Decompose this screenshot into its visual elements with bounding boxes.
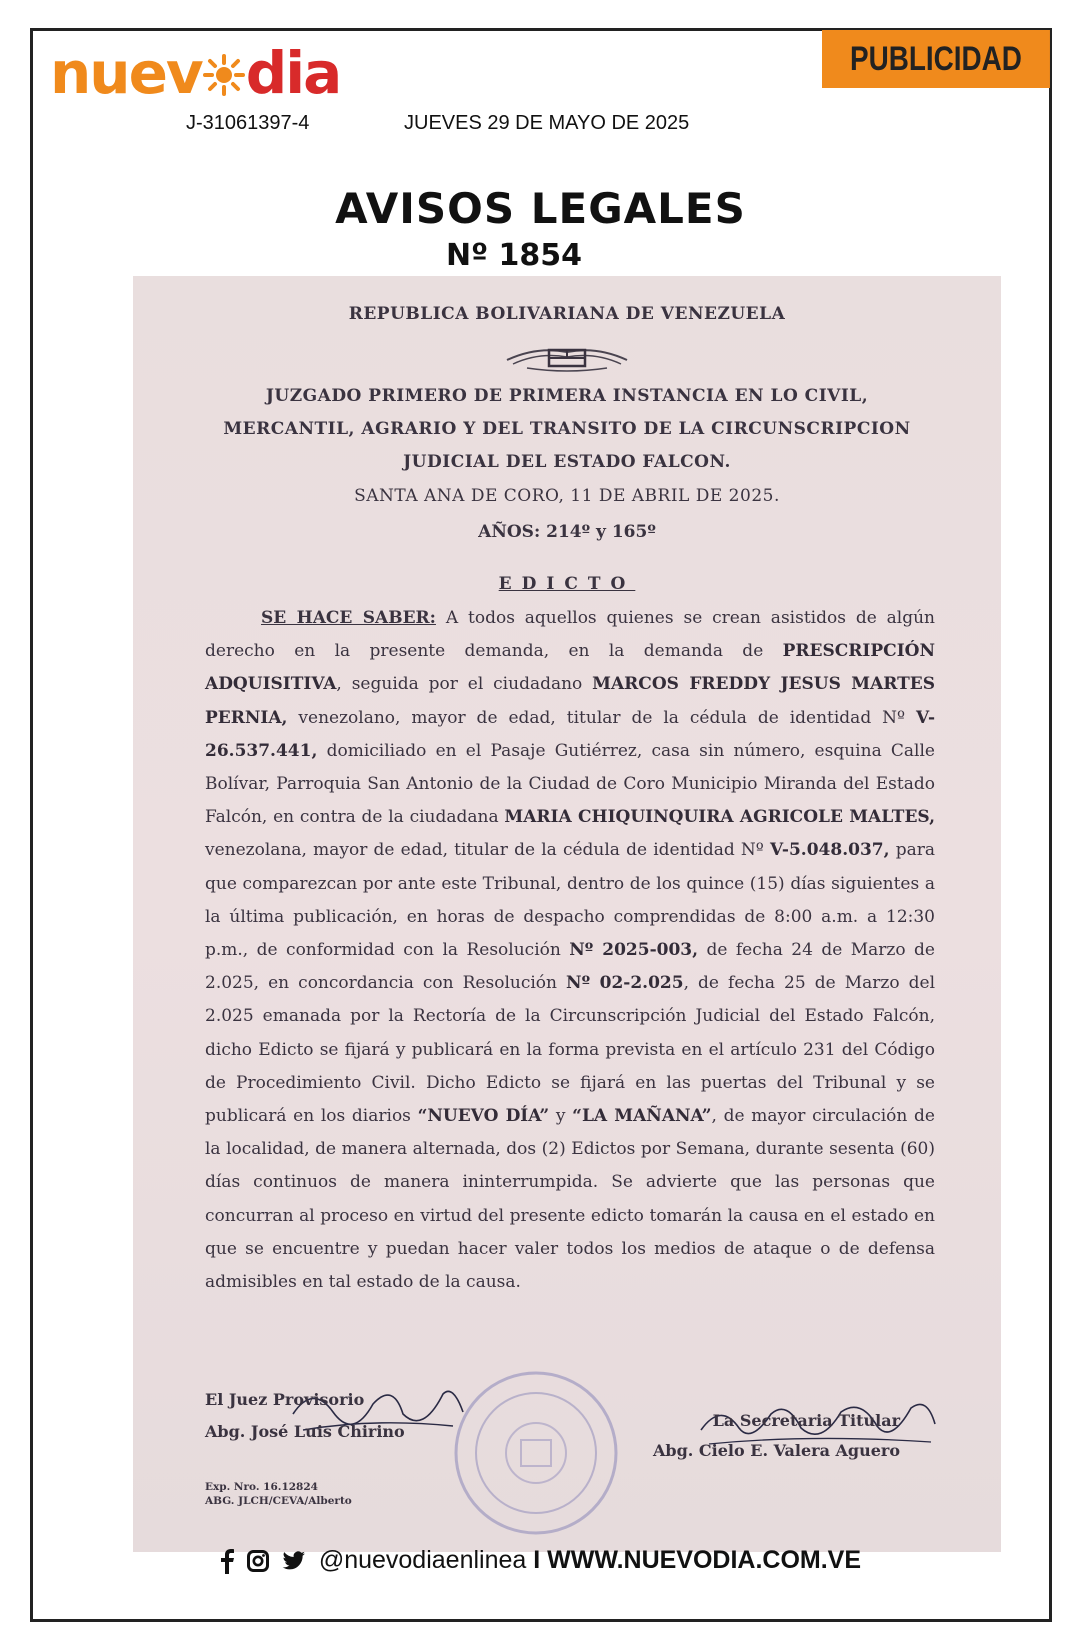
case-initials: ABG. JLCH/CEVA/Alberto (205, 1495, 352, 1507)
defendant-name: MARIA CHIQUINQUIRA AGRICOLE MALTES, (504, 807, 935, 828)
body-text: y (549, 1106, 573, 1127)
body-text: , seguida por el ciudadano (336, 674, 593, 695)
edict-heading: EDICTO (498, 574, 636, 594)
defendant-id: V-5.048.037, (769, 840, 890, 861)
newspaper-2: “LA MAÑANA” (572, 1106, 712, 1127)
plaintiff-id: V- 26.537.441, (205, 707, 935, 761)
court-heading (133, 380, 1001, 479)
sun-icon (202, 53, 246, 97)
coat-of-arms-icon (497, 342, 637, 372)
rif-number: J-31061397-4 (186, 112, 310, 134)
logo-text-part1: nuev (50, 39, 202, 107)
body-text: domiciliado en el Pasaje Gutiérrez, casa sin número, esquina Calle Bolívar, Parroquia San Antonio de la Ciudad de Coro Municipio Miranda del Estado Falcón, en contra de la ciudadana (205, 740, 935, 828)
website-link[interactable]: WWW.NUEVODIA.COM.VE (547, 1546, 862, 1574)
secretary-name: Abg. Cielo E. Valera Aguero (653, 1441, 901, 1460)
publicidad-badge: PUBLICIDAD (822, 30, 1050, 88)
plaintiff-name: MARCOS FREDDY JESUS MARTES PERNIA, (205, 674, 935, 728)
judge-name: Abg. José Luis Chirino (205, 1422, 405, 1441)
court-line-2: MERCANTIL, AGRARIO Y DEL TRANSITO DE LA CIRCUNSCRIPCION (223, 419, 911, 439)
body-text: venezolano, mayor de edad, titular de la cédula de identidad Nº (287, 707, 916, 728)
body-text: de fecha 24 de Marzo de 2.025, en concordancia con Resolución (205, 940, 935, 994)
city-date: SANTA ANA DE CORO, 11 DE ABRIL DE 2025. (354, 486, 780, 506)
newspaper-1: “NUEVO DÍA” (417, 1106, 550, 1127)
edict-body (205, 602, 935, 1299)
body-text: , de fecha 25 de Marzo del 2.025 emanada por la Rectoría de la Circunscripción Judicial del Estado Falcón, dicho Edicto se fijará y publicará en la forma prevista en el artículo 231 del Código de Procedimiento Civil. Dicho Edicto se fijará en las puertas del Tribunal y se publicará en los diarios (205, 973, 936, 1127)
judge-title: El Juez Provisorio (205, 1390, 365, 1409)
resolution-1: Nº 2025-003, (569, 940, 699, 961)
lead-phrase: SE HACE SABER: (261, 608, 436, 628)
edict-document (133, 276, 1001, 1552)
instagram-icon[interactable] (247, 1550, 269, 1572)
notice-number: Nº 1854 (446, 238, 582, 273)
social-handle[interactable]: @nuevodiaenlinea (318, 1546, 527, 1574)
court-line-3: JUDICIAL DEL ESTADO FALCON. (403, 452, 731, 472)
court-line-1: JUZGADO PRIMERO DE PRIMERA INSTANCIA EN LO CIVIL, (265, 386, 869, 406)
secretary-signature-block (653, 1406, 900, 1466)
body-text: A todos aquellos quienes se crean asistidos de algún derecho en la presente demanda, en la demanda de (205, 608, 935, 662)
claim-type: PRESCRIPCIÓN ADQUISITIVA (205, 641, 935, 695)
court-seal-icon (451, 1368, 621, 1538)
resolution-2: Nº 02-2.025 (566, 973, 684, 994)
issue-date: JUEVES 29 DE MAYO DE 2025 (404, 112, 690, 134)
facebook-icon[interactable] (220, 1548, 234, 1574)
logo (50, 39, 341, 107)
republic-heading: REPUBLICA BOLIVARIANA DE VENEZUELA (348, 304, 786, 324)
footer-separator: I (533, 1546, 541, 1574)
body-text: , de mayor circulación de la localidad, de manera alternada, dos (2) Edictos por Semana, durante sesenta (60) días continuos de manera ininterrumpida. Se advierte que las personas que concurran al proceso en virtud del presente edicto tomarán la causa en el estado en que se encuentre y puedan hacer valer todos los medios de ataque o de defensa admisibles en tal estado de la causa. (205, 1106, 935, 1293)
body-text: venezolana, mayor de edad, titular de la cédula de identidad Nº (205, 840, 770, 861)
case-number: Exp. Nro. 16.12824 (205, 1481, 318, 1493)
logo-text-part2: dia (245, 39, 341, 107)
twitter-icon[interactable] (282, 1551, 306, 1571)
section-title: AVISOS LEGALES (335, 184, 746, 233)
body-text: para que comparezcan por ante este Tribunal, dentro de los quince (15) días siguientes a la última publicación, en horas de despacho comprendidas de 8:00 a.m. a 12:30 p.m., de conformidad con la Resolución (205, 840, 936, 961)
judge-signature-block (205, 1384, 405, 1448)
footer (0, 1546, 1081, 1575)
years-line: AÑOS: 214º y 165º (478, 522, 656, 542)
secretary-title: La Secretaria Titular (712, 1411, 901, 1430)
case-reference (205, 1480, 352, 1508)
